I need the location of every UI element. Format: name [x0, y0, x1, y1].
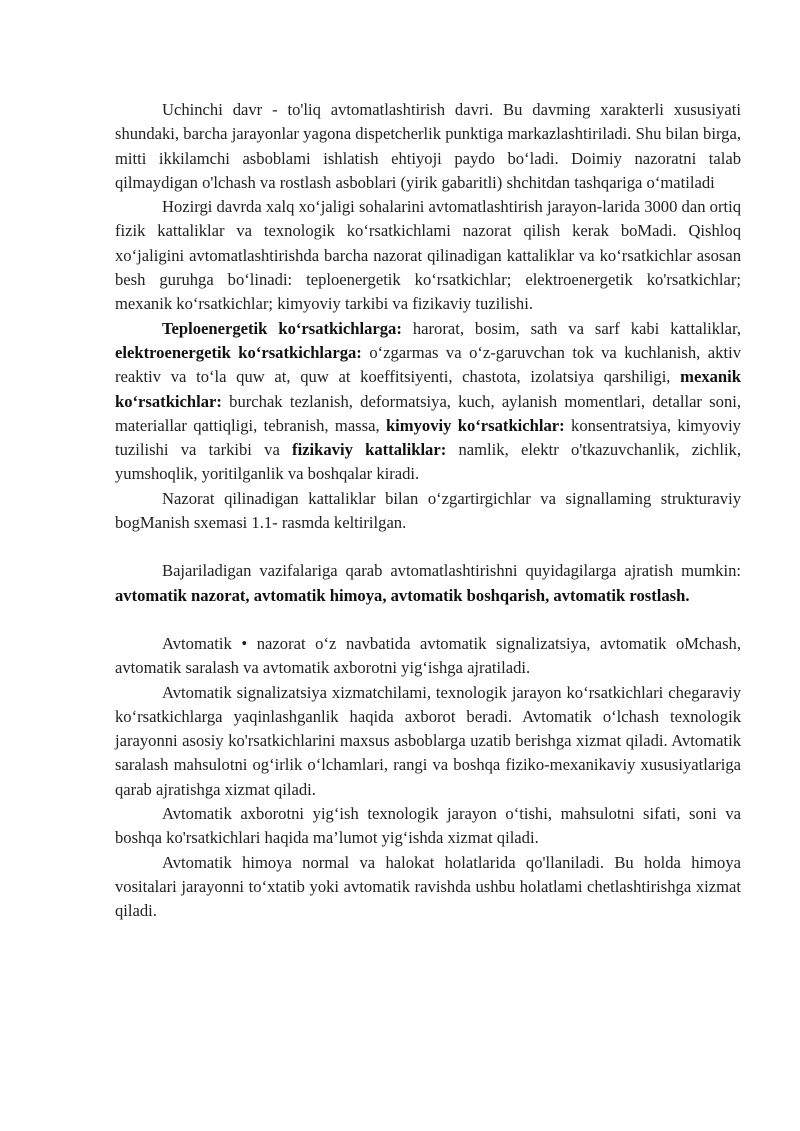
term-teploenergetik: Teploenergetik ko‘rsatkichlarga:	[162, 318, 402, 338]
term-mexanik: mexanik ko‘rsatkichlar:	[115, 367, 741, 411]
document-page	[115, 98, 741, 924]
paragraph-info-collection: Avtomatik axborotni yig‘ish texnologik jarayon o‘tishi, mahsulotni sifati, soni va boshqa ko'rsatkichlari haqida ma’lumot yig‘ishda xizmat qiladi.	[115, 804, 741, 848]
paragraph-automatic-protection: Avtomatik himoya normal va halokat holatlarida qo'llaniladi. Bu holda himoya vositalari jarayonni to‘xtatib yoki avtomatik ravishda ushbu holatlami chetlashtirishga xizmat qiladi.	[115, 852, 741, 921]
text-segment: konsentratsiya, kimyoviy tuzilishi va tarkibi va	[115, 415, 741, 460]
paragraph-indicator-groups	[115, 317, 741, 487]
paragraph-current-period: Hozirgi davrda xalq xo‘jaligi sohalarini avtomatlashtirish jarayon-larida 3000 dan ortiq fizik kattaliklar va texnologik ko‘rsatkichlami nazorat qilish kerak boMadi. Qishloq xo‘jaligini avtomatlashtirishda barcha nazorat qilinadigan kattaliklar va ko‘rsatkichlar asosan besh guruhga bo‘linadi: teploenergetik ko‘rsatkichlar; elektroenergetik ko'rsatkichlar; mexanik ko‘rsatkichlar; kimyoviy tarkibi va fizikaviy tuzilishi.	[115, 197, 741, 314]
text-segment: burchak tezlanish, deformatsiya, kuch, aylanish momentlari, detallar soni, materiallar qattiqligi, tebranish, massa,	[115, 391, 741, 435]
paragraph-figure-reference: Nazorat qilinadigan kattaliklar bilan o‘zgartirgichlar va signallaming strukturaviy bogManish sxemasi 1.1- rasmda keltirilgan.	[115, 488, 741, 533]
term-fizikaviy: fizikaviy kattaliklar:	[292, 440, 447, 460]
paragraph-third-period: Uchinchi davr - to'liq avtomatlashtirish davri. Bu davming xarakterli xususiyati shundaki, barcha jarayonlar yagona dispetcherlik punktiga markazlashtiriladi. Shu bilan birga, mitti ikkilamchi asboblami ishlatish ehtiyoji paydo bo‘ladi. Doimiy nazoratni talab qilmaydigan o'lchash va rostlash asboblari (yirik gabaritli) shchitdan tashqariga o‘matiladi	[115, 100, 741, 192]
paragraph-signalization: Avtomatik signalizatsiya xizmatchilami, texnologik jarayon ko‘rsatkichlari chegaraviy ko‘rsatkichlarga yaqinlashganlik haqida axborot beradi. Avtomatik o‘lchash texnologik jarayonni asosiy ko'rsatkichlarini maxsus asboblarga uzatib berishga xizmat qiladi. Avtomatik saralash mahsulotni og‘irlik o‘lchamlari, rangi va boshqa fiziko-mexanikaviy xususiyatlariga qarab ajratishga xizmat qiladi.	[115, 682, 741, 799]
text-segment: harorat, bosim, sath va sarf kabi kattaliklar,	[401, 318, 741, 338]
text-segment: o‘zgarmas va o‘z-garuvchan tok va kuchlanish, aktiv reaktiv va to‘la quw at, quw at koeffitsiyenti, chastota, izolatsiya qarshiligi,	[115, 342, 741, 387]
term-kimyoviy: kimyoviy ko‘rsatkichlar:	[385, 415, 565, 435]
text-segment: Bajariladigan vazifalariga qarab avtomatlashtirishni quyidagilarga ajratish mumkin:	[162, 561, 741, 581]
term-automation-types: avtomatik nazorat, avtomatik himoya, avtomatik boshqarish, avtomatik rostlash.	[115, 585, 690, 605]
paragraph-automation-types	[115, 559, 741, 608]
term-elektroenergetik: elektroenergetik ko‘rsatkichlarga:	[115, 342, 362, 362]
text-segment: namlik, elektr o'tkazuvchanlik, zichlik, yumshoqlik, yoritilganlik va boshqalar kiradi.	[115, 440, 741, 484]
paragraph-automatic-control: Avtomatik • nazorat o‘z navbatida avtomatik signalizatsiya, avtomatik oMchash, avtomatik saralash va avtomatik axborotni yig‘ishga ajratiladi.	[115, 633, 741, 678]
